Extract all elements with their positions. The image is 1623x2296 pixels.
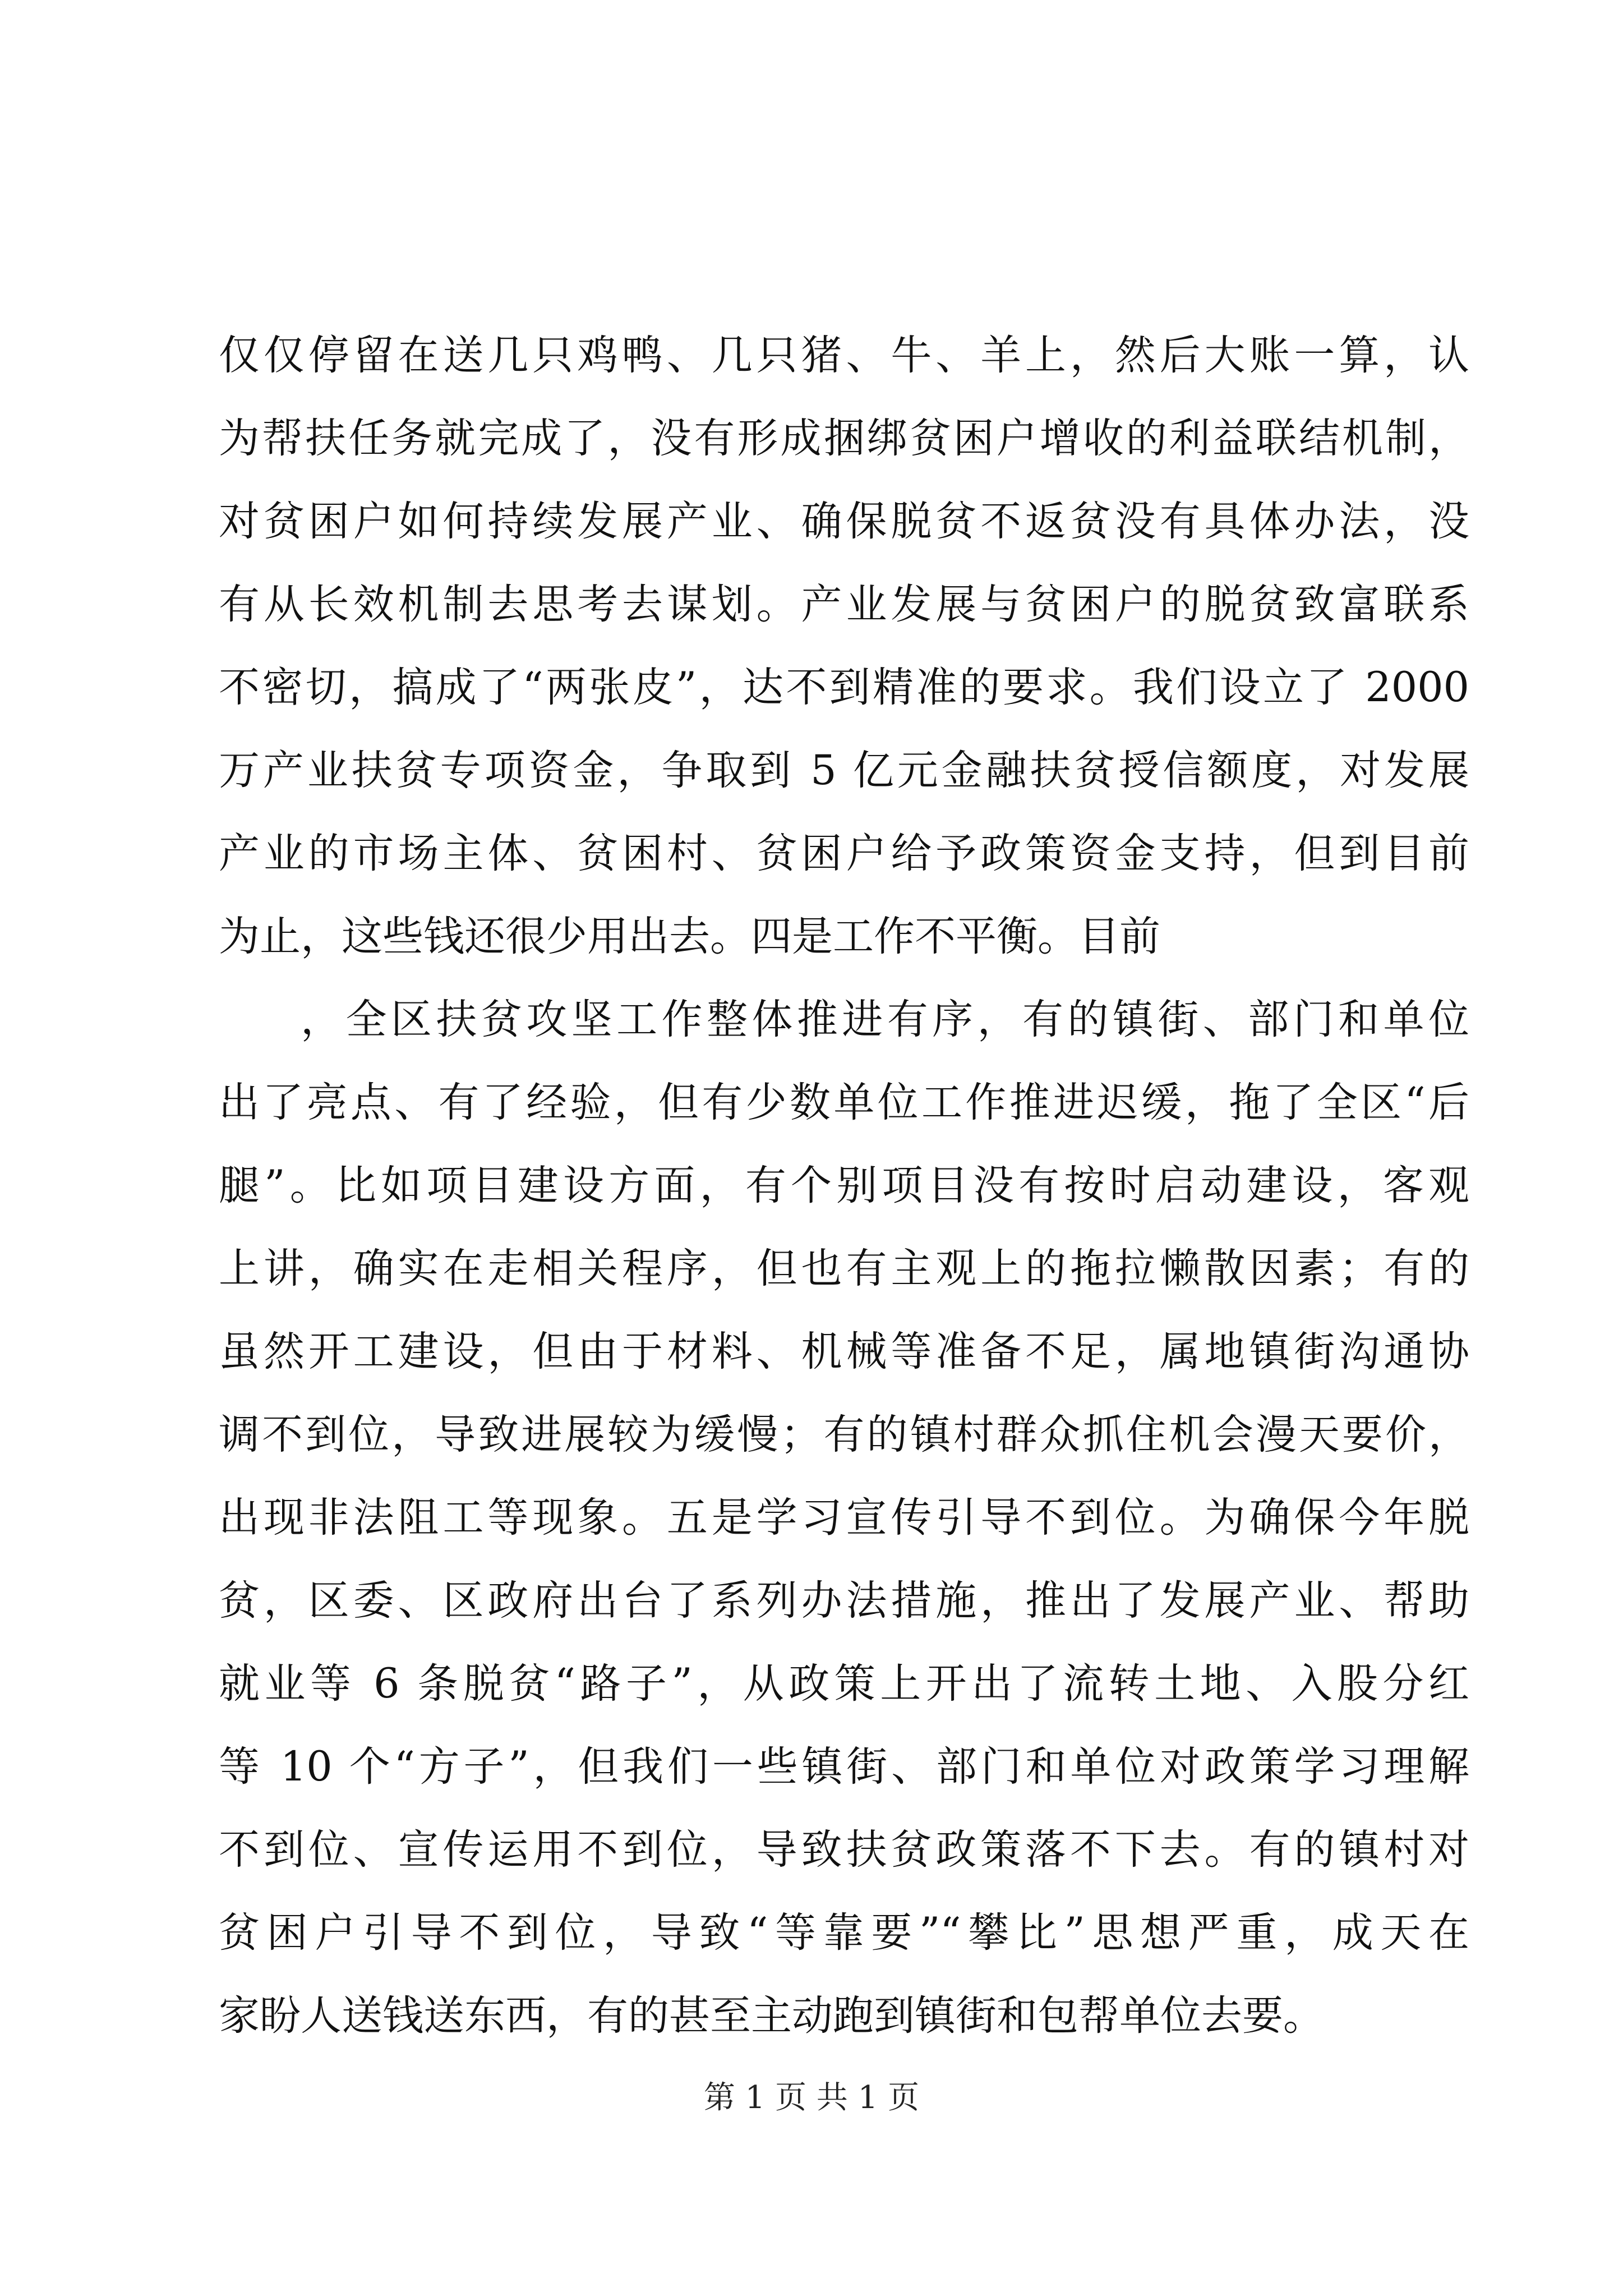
text-line-10: 出了亮点、有了经验，但有少数单位工作推进迟缓，拖了全区“后 (219, 1079, 1469, 1126)
text-line-16: 贫，区委、区政府出台了系列办法措施，推出了发展产业、帮助 (219, 1577, 1469, 1625)
text-line-4: 有从长效机制去思考去谋划。产业发展与贫困户的脱贫致富联系 (219, 581, 1469, 628)
text-line-21: 家盼人送钱送东西，有的甚至主动跑到镇街和包帮单位去要。 (219, 1992, 1324, 2040)
text-line-11: 腿”。比如项目建设方面，有个别项目没有按时启动建设，客观 (219, 1162, 1469, 1209)
text-line-18: 等 10 个“方子”，但我们一些镇街、部门和单位对政策学习理解 (219, 1743, 1469, 1791)
text-line-20: 贫困户引导不到位，导致“等靠要”“攀比”思想严重，成天在 (219, 1909, 1469, 1957)
text-line-7: 产业的市场主体、贫困村、贫困户给予政策资金支持，但到目前 (219, 830, 1469, 877)
text-line-12: 上讲，确实在走相关程序，但也有主观上的拖拉懒散因素；有的 (219, 1245, 1469, 1292)
text-line-2: 为帮扶任务就完成了，没有形成捆绑贫困户增收的利益联结机制， (219, 415, 1469, 462)
text-line-15: 出现非法阻工等现象。五是学习宣传引导不到位。为确保今年脱 (219, 1494, 1469, 1542)
text-line-6: 万产业扶贫专项资金，争取到 5 亿元金融扶贫授信额度，对发展 (219, 747, 1469, 794)
text-line-1: 仅仅停留在送几只鸡鸭、几只猪、牛、羊上，然后大账一算，认 (219, 332, 1469, 379)
page-footer (0, 2076, 1623, 2120)
text-line-3: 对贫困户如何持续发展产业、确保脱贫不返贫没有具体办法，没 (219, 498, 1469, 545)
text-line-5: 不密切，搞成了“两张皮”，达不到精准的要求。我们设立了 2000 (219, 664, 1469, 711)
text-line-9: ，全区扶贫攻坚工作整体推进有序，有的镇街、部门和单位 (301, 996, 1469, 1043)
body-text (219, 314, 1469, 2058)
text-line-17: 就业等 6 条脱贫“路子”，从政策上开出了流转土地、入股分红 (219, 1660, 1469, 1708)
text-line-8: 为止，这些钱还很少用出去。四是工作不平衡。目前 (219, 913, 1160, 960)
text-line-19: 不到位、宣传运用不到位，导致扶贫政策落不下去。有的镇村对 (219, 1826, 1469, 1874)
page-number-label: 第 1 页 共 1 页 (703, 2079, 920, 2116)
text-line-13: 虽然开工建设，但由于材料、机械等准备不足，属地镇街沟通协 (219, 1328, 1469, 1375)
text-line-14: 调不到位，导致进展较为缓慢；有的镇村群众抓住机会漫天要价， (219, 1411, 1469, 1458)
